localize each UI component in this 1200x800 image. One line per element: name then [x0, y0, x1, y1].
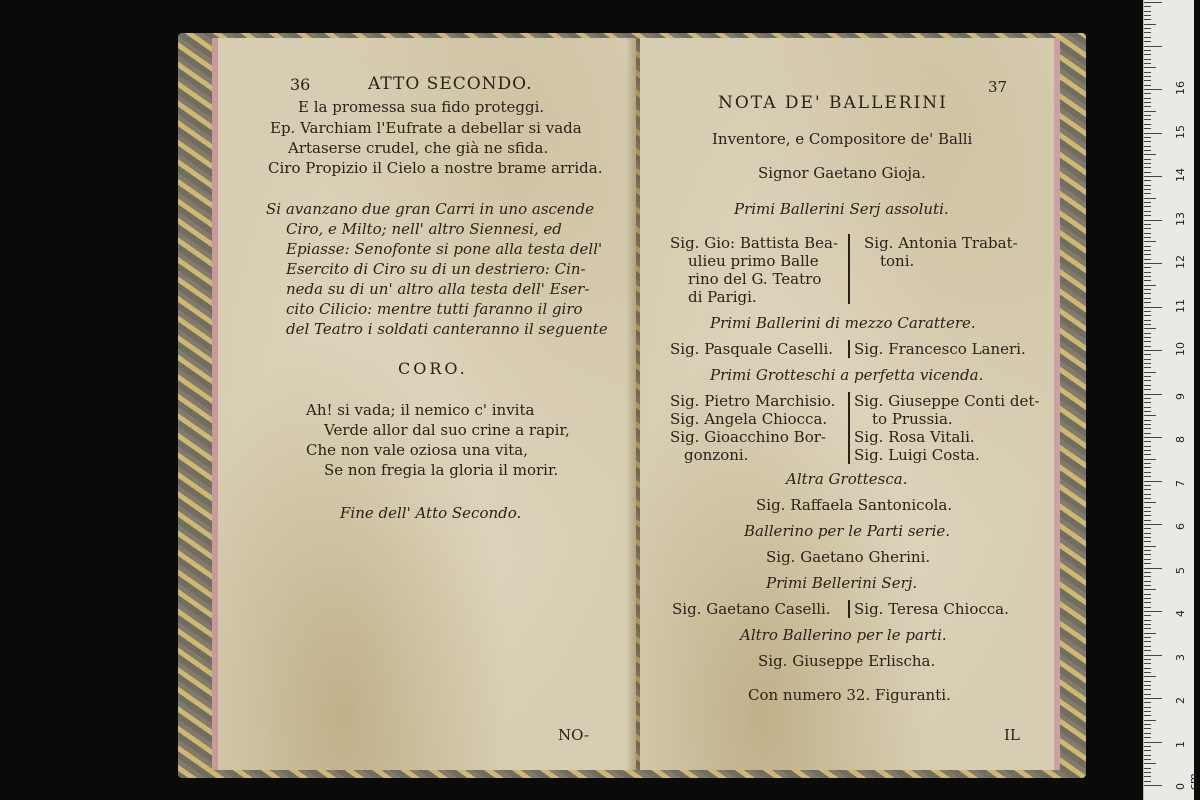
stage-direction-line: Si avanzano due gran Carri in uno ascende	[266, 200, 594, 218]
ruler-tick	[1144, 289, 1151, 290]
ruler-tick	[1144, 742, 1162, 743]
ruler-tick	[1144, 363, 1151, 364]
ruler-tick	[1144, 98, 1151, 99]
ruler-tick	[1144, 450, 1151, 451]
ruler-tick	[1144, 285, 1156, 286]
verse-line: E la promessa sua fido proteggi.	[298, 98, 545, 116]
column-divider	[848, 600, 850, 618]
right-page-number: 37	[988, 78, 1008, 96]
ruler-tick	[1144, 415, 1156, 416]
dancer-name: rino del G. Teatro	[688, 270, 822, 288]
running-head: ATTO SECONDO.	[368, 74, 533, 94]
ruler-tick	[1144, 398, 1151, 399]
ruler-number: 3	[1174, 653, 1187, 661]
ruler-tick	[1144, 411, 1151, 412]
inventor-name: Signor Gaetano Gioja.	[758, 164, 926, 182]
ruler-tick	[1144, 102, 1151, 103]
ruler-tick	[1144, 407, 1151, 408]
ruler-tick	[1144, 402, 1151, 403]
ruler-number: 10	[1174, 342, 1187, 356]
stage-direction-line: del Teatro i soldati canteranno il seguente	[286, 320, 608, 338]
section-heading: Primi Grotteschi a perfetta vicenda.	[710, 366, 984, 384]
dancer-name: Sig. Antonia Trabat-	[864, 234, 1018, 252]
ruler-tick	[1144, 180, 1151, 181]
ruler-tick	[1144, 206, 1151, 207]
ruler-tick	[1144, 272, 1151, 273]
ruler-tick	[1144, 85, 1151, 86]
stage-direction-line: cito Cilicio: mentre tutti faranno il giro	[286, 300, 583, 318]
ruler-tick	[1144, 380, 1151, 381]
ruler-tick	[1144, 211, 1151, 212]
dancer-name: Sig. Francesco Laneri.	[854, 340, 1026, 358]
ruler-tick	[1144, 581, 1151, 582]
ruler-tick	[1144, 302, 1151, 303]
ruler-tick	[1144, 585, 1151, 586]
ruler-tick	[1144, 550, 1151, 551]
stage-direction-line: Ciro, e Milto; nell' altro Siennesi, ed	[286, 220, 562, 238]
ruler-number: 13	[1174, 211, 1187, 226]
ruler-number: 4	[1174, 610, 1187, 617]
ruler-tick	[1144, 481, 1162, 482]
ruler-tick	[1144, 220, 1162, 221]
coro-line: Verde allor dal suo crine a rapir,	[324, 421, 570, 439]
ruler-tick	[1144, 746, 1151, 747]
ruler-tick	[1144, 663, 1151, 664]
right-catchword: IL	[1004, 726, 1020, 744]
inventor-label: Inventore, e Compositore de' Balli	[712, 130, 973, 148]
ruler-tick	[1144, 772, 1151, 773]
ruler-tick	[1144, 193, 1151, 194]
ruler-tick	[1144, 172, 1151, 173]
ruler-tick	[1144, 67, 1156, 68]
ruler-tick	[1144, 46, 1162, 47]
ruler-tick	[1144, 119, 1151, 120]
ruler-tick	[1144, 602, 1151, 603]
figuranti-line: Con numero 32. Figuranti.	[748, 686, 951, 704]
ruler-tick	[1144, 254, 1151, 255]
ruler-tick	[1144, 228, 1151, 229]
ruler-number: 5	[1174, 566, 1187, 574]
ruler-tick	[1144, 267, 1151, 268]
ruler-tick	[1144, 620, 1151, 621]
ruler-tick	[1144, 146, 1151, 147]
ruler-tick	[1144, 655, 1162, 656]
ruler-tick	[1144, 524, 1162, 525]
ruler-tick	[1144, 346, 1151, 347]
ruler-tick	[1144, 702, 1151, 703]
ruler-tick	[1144, 263, 1162, 264]
ruler-tick	[1144, 215, 1151, 216]
ruler-tick	[1144, 563, 1151, 564]
ruler-tick	[1144, 520, 1151, 521]
ruler-tick	[1144, 598, 1151, 599]
ruler-tick	[1144, 32, 1151, 33]
ruler-tick	[1144, 293, 1151, 294]
ruler-tick	[1144, 2, 1162, 3]
dancer-name: Sig. Raffaela Santonicola.	[756, 496, 953, 514]
ruler-tick	[1144, 115, 1151, 116]
ruler-tick	[1144, 350, 1162, 351]
coro-line: Se non fregia la gloria il morir.	[324, 461, 559, 479]
ruler-tick	[1144, 385, 1151, 386]
ruler-tick	[1144, 150, 1151, 151]
dancer-name: Sig. Gioacchino Bor-	[670, 428, 826, 446]
ruler-tick	[1144, 185, 1151, 186]
ruler-tick	[1144, 672, 1151, 673]
ruler-tick	[1144, 433, 1151, 434]
coro-line: Ah! si vada; il nemico c' invita	[306, 401, 535, 419]
ruler-tick	[1144, 154, 1156, 155]
dancer-name: Sig. Pasquale Caselli.	[670, 340, 834, 358]
left-page	[212, 38, 636, 770]
ruler-tick	[1144, 611, 1162, 612]
ruler-tick	[1144, 463, 1151, 464]
dancer-name: Sig. Gaetano Gherini.	[766, 548, 931, 566]
stage-direction-line: Esercito di Ciro su di un destriero: Cin-	[286, 260, 586, 278]
dancer-name: Sig. Pietro Marchisio.	[670, 392, 836, 410]
dancer-name: Sig. Rosa Vitali.	[854, 428, 975, 446]
ruler-tick	[1144, 89, 1162, 90]
ruler-tick	[1144, 50, 1151, 51]
ruler-tick	[1144, 533, 1151, 534]
ruler-tick	[1144, 19, 1151, 20]
ruler-tick	[1144, 198, 1156, 199]
end-of-act-line: Fine dell' Atto Secondo.	[340, 504, 522, 522]
dancer-name: di Parigi.	[688, 288, 757, 306]
ruler-unit-label: 0 cm	[1174, 773, 1200, 790]
ruler-tick	[1144, 428, 1151, 429]
ruler-tick	[1144, 41, 1151, 42]
section-heading: Altro Ballerino per le parti.	[740, 626, 947, 644]
ruler-tick	[1144, 137, 1151, 138]
ruler-tick	[1144, 6, 1151, 7]
ruler-tick	[1144, 546, 1156, 547]
left-page-number: 36	[290, 75, 311, 94]
section-heading: Primi Bellerini Serj.	[766, 574, 918, 592]
ruler-tick	[1144, 189, 1151, 190]
ruler-tick	[1144, 750, 1151, 751]
ruler-tick	[1144, 141, 1151, 142]
ruler-tick	[1144, 607, 1151, 608]
dancer-name: to Prussia.	[872, 410, 953, 428]
verse-line: Ciro Propizio il Cielo a nostre brame arrida.	[268, 159, 603, 177]
dancer-name: Sig. Gio: Battista Bea-	[670, 234, 839, 252]
ruler-tick	[1144, 511, 1151, 512]
dancer-name: Sig. Gaetano Caselli.	[672, 600, 831, 618]
ruler-tick	[1144, 437, 1162, 438]
ruler-tick	[1144, 633, 1156, 634]
ruler-tick	[1144, 689, 1151, 690]
ruler-tick	[1144, 311, 1151, 312]
ruler-tick	[1144, 59, 1151, 60]
ruler-tick	[1144, 337, 1151, 338]
stage-direction-line: Epiasse: Senofonte si pone alla testa dell'	[286, 240, 603, 258]
ruler-tick	[1144, 111, 1156, 112]
ruler-tick	[1144, 715, 1151, 716]
section-heading: Primi Ballerini Serj assoluti.	[734, 200, 949, 218]
right-page	[640, 38, 1060, 770]
ruler-tick	[1144, 733, 1151, 734]
dancer-name: ulieu primo Balle	[688, 252, 819, 270]
ruler-tick	[1144, 159, 1151, 160]
ruler-tick	[1144, 376, 1151, 377]
ruler-tick	[1144, 785, 1162, 786]
ruler-tick	[1144, 276, 1151, 277]
ruler-tick	[1144, 572, 1151, 573]
ruler-tick	[1144, 494, 1151, 495]
dancer-name: Sig. Angela Chiocca.	[670, 410, 828, 428]
ruler-tick	[1144, 163, 1151, 164]
ruler-tick	[1144, 502, 1156, 503]
ruler-tick	[1144, 781, 1151, 782]
ruler-number: 12	[1174, 255, 1187, 269]
ruler-tick	[1144, 737, 1151, 738]
ruler-tick	[1144, 707, 1151, 708]
column-divider	[848, 234, 850, 304]
ruler-tick	[1144, 589, 1156, 590]
ruler-tick	[1144, 472, 1151, 473]
ruler-tick	[1144, 454, 1151, 455]
ruler-tick	[1144, 698, 1162, 699]
ruler-tick	[1144, 63, 1151, 64]
ruler-tick	[1144, 233, 1151, 234]
ruler-number: 14	[1174, 168, 1187, 182]
list-title: NOTA DE' BALLERINI	[718, 93, 948, 113]
ruler-tick	[1144, 241, 1156, 242]
ruler-tick	[1144, 15, 1151, 16]
ruler-tick	[1144, 320, 1151, 321]
ruler-tick	[1144, 576, 1151, 577]
ruler-tick	[1144, 315, 1151, 316]
ruler-tick	[1144, 763, 1156, 764]
ruler-tick	[1144, 681, 1151, 682]
ruler-tick	[1144, 167, 1151, 168]
ruler-number: 1	[1174, 740, 1187, 748]
ruler-tick	[1144, 628, 1151, 629]
ruler-tick	[1144, 507, 1151, 508]
ruler-tick	[1144, 554, 1151, 555]
ruler-tick	[1144, 724, 1151, 725]
ruler-tick	[1144, 106, 1151, 107]
ruler-tick	[1144, 11, 1151, 12]
ruler-tick	[1144, 759, 1151, 760]
ruler-tick	[1144, 537, 1151, 538]
ruler-tick	[1144, 246, 1151, 247]
ruler-tick	[1144, 776, 1151, 777]
ruler-tick	[1144, 124, 1151, 125]
ruler-number: 11	[1174, 298, 1187, 313]
ruler-tick	[1144, 389, 1151, 390]
ruler-tick	[1144, 441, 1151, 442]
ruler-number: 6	[1174, 523, 1187, 530]
ruler-tick	[1144, 485, 1151, 486]
ruler-tick	[1144, 676, 1156, 677]
ruler-tick	[1144, 280, 1151, 281]
ruler-tick	[1144, 359, 1151, 360]
ruler-tick	[1144, 637, 1151, 638]
coro-heading: CORO.	[398, 359, 468, 378]
ruler-tick	[1144, 307, 1162, 308]
dancer-name: gonzoni.	[684, 446, 749, 464]
ruler-tick	[1144, 420, 1151, 421]
ruler-tick	[1144, 76, 1151, 77]
ruler-tick	[1144, 646, 1151, 647]
ruler-tick	[1144, 80, 1151, 81]
ruler-tick	[1144, 728, 1151, 729]
measuring-ruler	[1143, 0, 1200, 800]
ruler-tick	[1144, 694, 1151, 695]
dancer-name: Sig. Giuseppe Conti det-	[854, 392, 1040, 410]
ruler-tick	[1144, 594, 1151, 595]
section-heading: Altra Grottesca.	[786, 470, 908, 488]
ruler-tick	[1144, 685, 1151, 686]
column-divider	[848, 392, 850, 464]
ruler-tick	[1144, 354, 1151, 355]
coro-line: Che non vale oziosa una vita,	[306, 441, 528, 459]
section-heading: Primi Ballerini di mezzo Carattere.	[710, 314, 976, 332]
ruler-tick	[1144, 176, 1162, 177]
dancer-name: Sig. Teresa Chiocca.	[854, 600, 1009, 618]
ruler-tick	[1144, 324, 1151, 325]
ruler-number: 9	[1174, 392, 1187, 400]
ruler-tick	[1144, 250, 1151, 251]
section-heading: Ballerino per le Parti serie.	[744, 522, 951, 540]
ruler-tick	[1144, 541, 1151, 542]
ruler-number: 15	[1174, 124, 1187, 139]
ruler-tick	[1144, 341, 1151, 342]
ruler-tick	[1144, 133, 1162, 134]
ruler-tick	[1144, 259, 1151, 260]
ruler-tick	[1144, 367, 1151, 368]
stage-direction-line: neda su di un' altro alla testa dell' Eser-	[286, 280, 590, 298]
ruler-tick	[1144, 624, 1151, 625]
ruler-number: 7	[1174, 479, 1187, 487]
ruler-tick	[1144, 615, 1151, 616]
ruler-tick	[1144, 24, 1156, 25]
ruler-tick	[1144, 515, 1151, 516]
ruler-tick	[1144, 498, 1151, 499]
ruler-tick	[1144, 459, 1156, 460]
ruler-tick	[1144, 202, 1151, 203]
dancer-name: Sig. Luigi Costa.	[854, 446, 980, 464]
ruler-tick	[1144, 72, 1151, 73]
ruler-number: 2	[1174, 697, 1187, 704]
ruler-tick	[1144, 37, 1151, 38]
ruler-tick	[1144, 446, 1151, 447]
left-catchword: NO-	[558, 726, 590, 744]
ruler-tick	[1144, 489, 1151, 490]
ruler-tick	[1144, 768, 1151, 769]
dancer-name: toni.	[880, 252, 915, 270]
verse-line: Ep. Varchiam l'Eufrate a debellar si vada	[270, 119, 582, 137]
ruler-tick	[1144, 54, 1151, 55]
ruler-tick	[1144, 568, 1162, 569]
ruler-tick	[1144, 224, 1151, 225]
ruler-tick	[1144, 559, 1151, 560]
ruler-tick	[1144, 93, 1151, 94]
ruler-tick	[1144, 755, 1151, 756]
ruler-tick	[1144, 128, 1151, 129]
ruler-tick	[1144, 467, 1151, 468]
ruler-tick	[1144, 424, 1151, 425]
ruler-tick	[1144, 237, 1151, 238]
ruler-tick	[1144, 528, 1151, 529]
ruler-tick	[1144, 328, 1156, 329]
ruler-tick	[1144, 476, 1151, 477]
ruler-tick	[1144, 711, 1151, 712]
ruler-tick	[1144, 28, 1151, 29]
ruler-tick	[1144, 650, 1151, 651]
verse-line: Artaserse crudel, che già ne sfida.	[288, 139, 549, 157]
dancer-name: Sig. Giuseppe Erlischa.	[758, 652, 936, 670]
ruler-tick	[1144, 372, 1156, 373]
ruler-tick	[1144, 659, 1151, 660]
ruler-tick	[1144, 668, 1151, 669]
ruler-tick	[1144, 394, 1162, 395]
column-divider	[848, 340, 850, 358]
ruler-tick	[1144, 720, 1156, 721]
ruler-tick	[1144, 641, 1151, 642]
ruler-tick	[1144, 333, 1151, 334]
ruler-tick	[1144, 298, 1151, 299]
ruler-number: 16	[1174, 81, 1187, 95]
ruler-number: 8	[1174, 436, 1187, 443]
